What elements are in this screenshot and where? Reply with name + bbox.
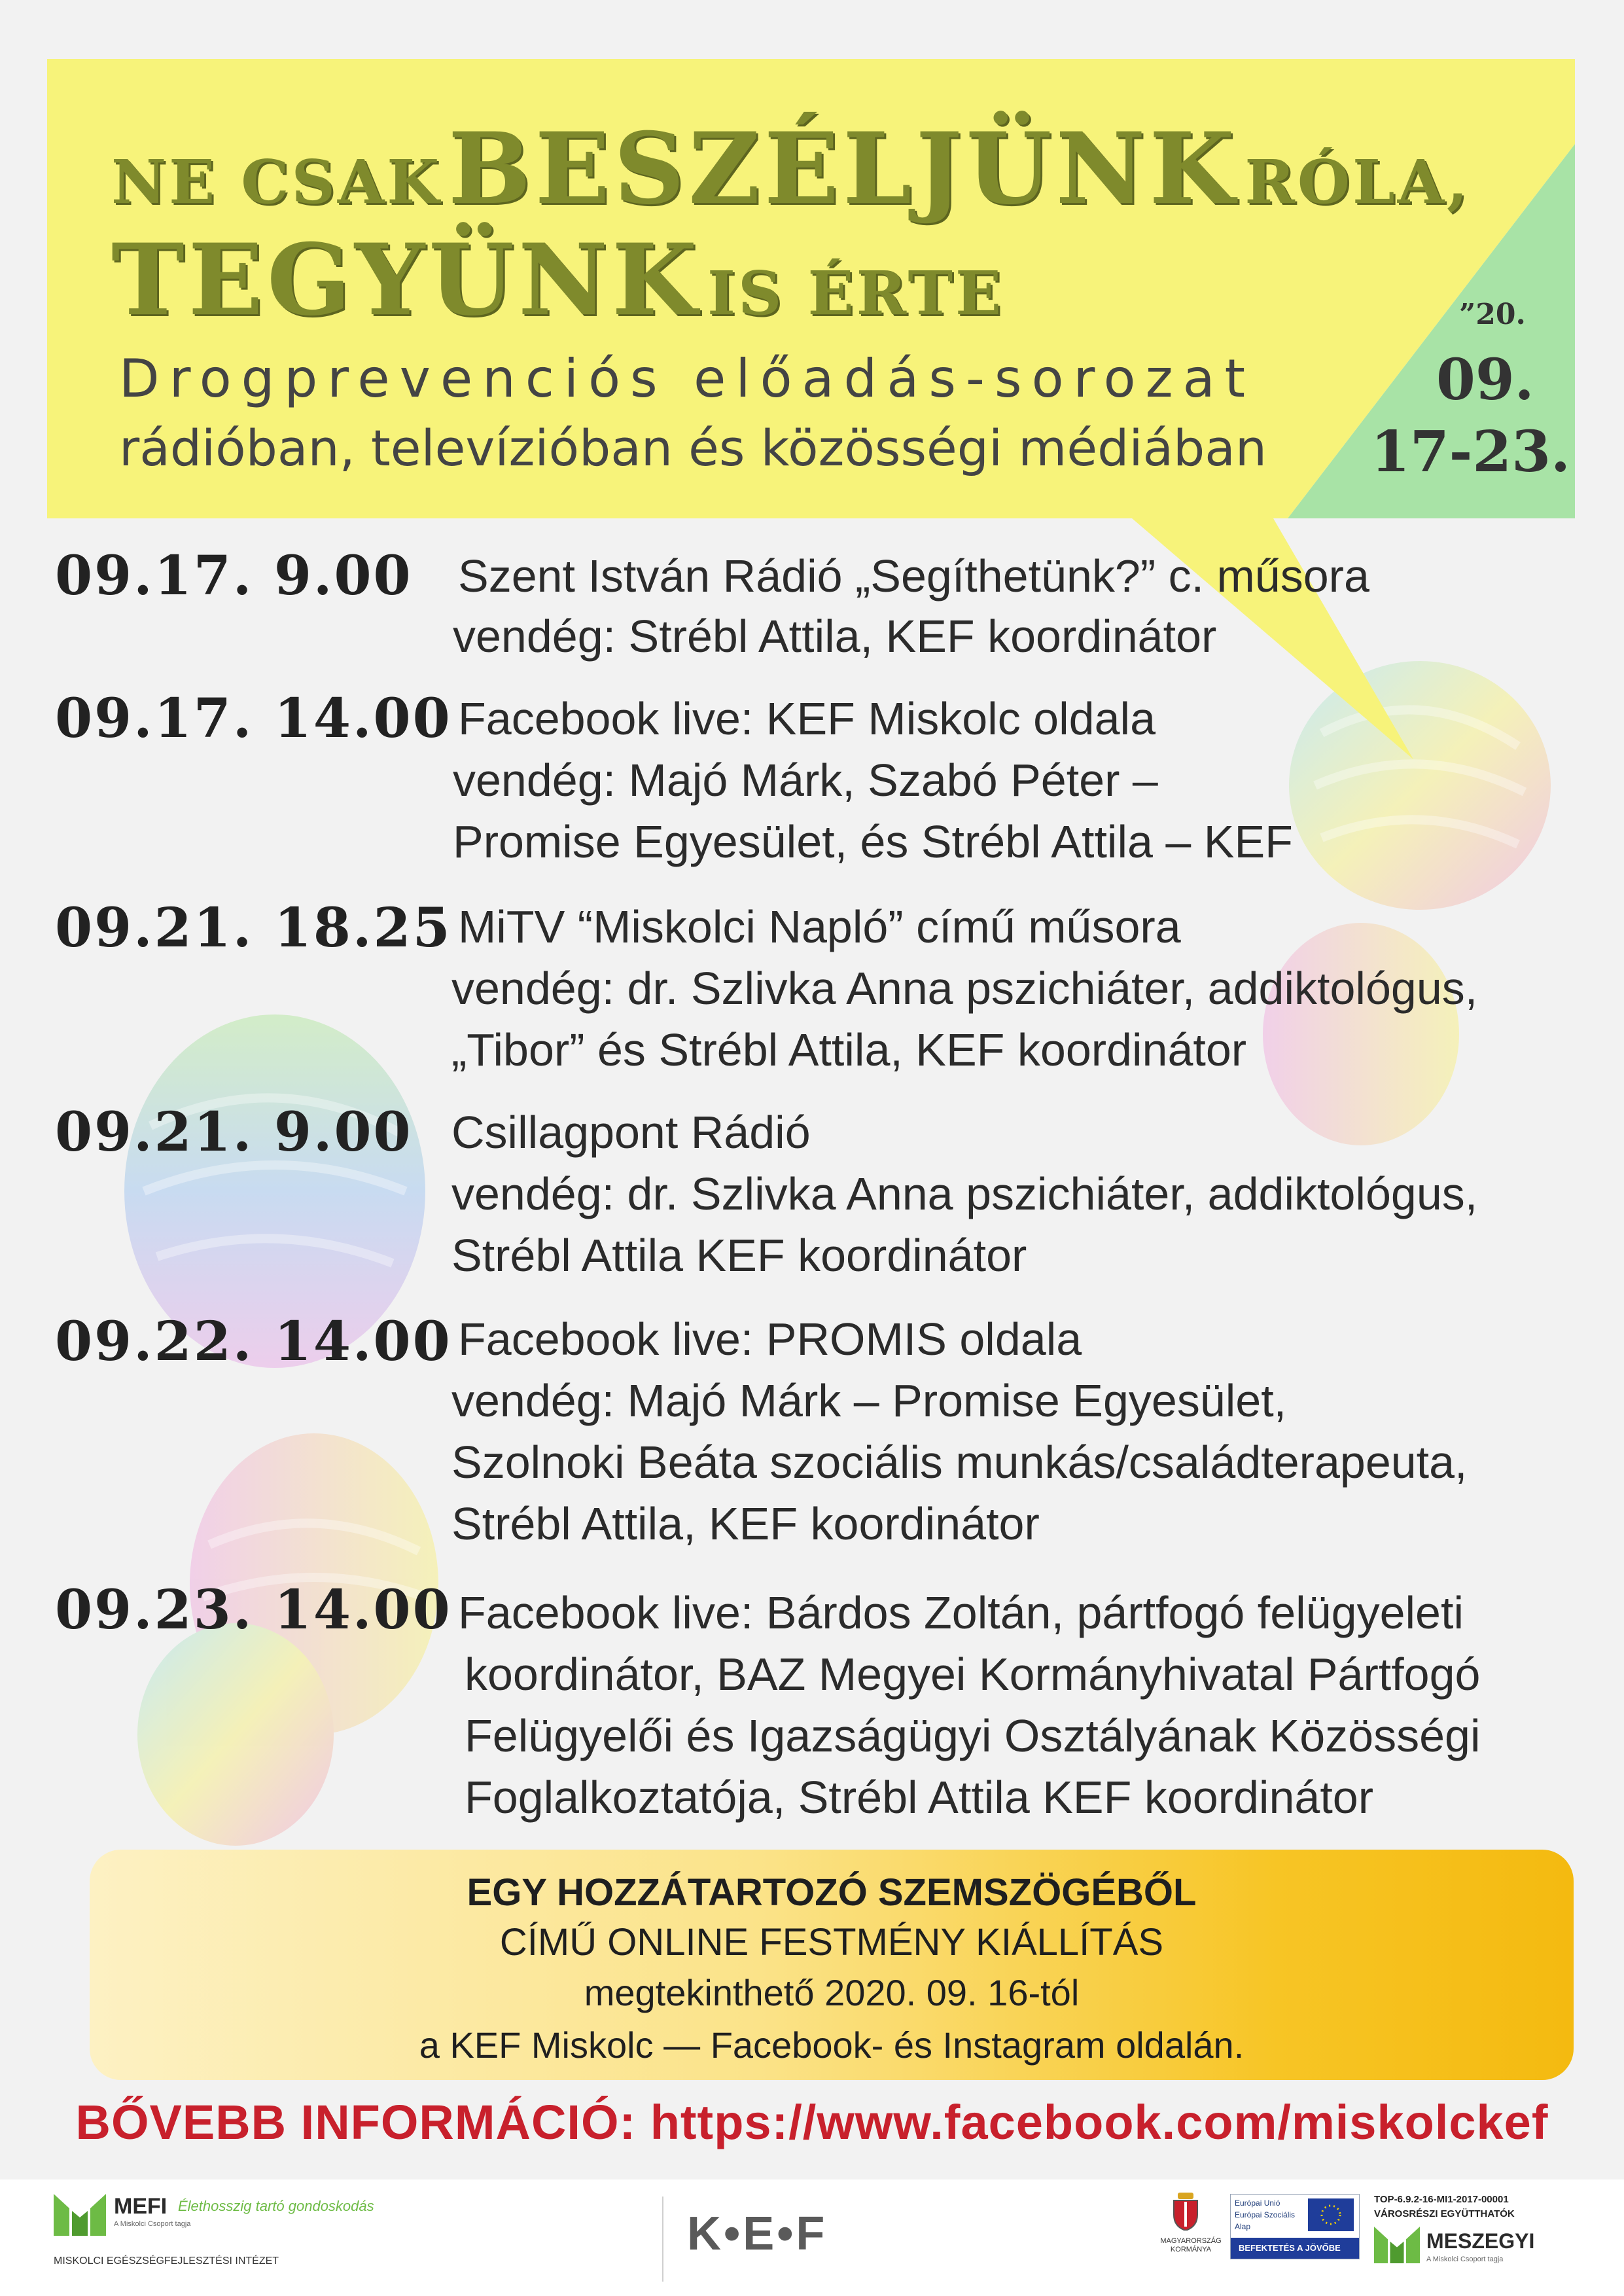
top-name: VÁROSRÉSZI EGYÜTTHATÓK [1374, 2208, 1515, 2219]
schedule-line: Promise Egyesület, és Strébl Attila – KEF [453, 816, 1293, 867]
footer [0, 2179, 1624, 2296]
schedule-line: vendég: Strébl Attila, KEF koordinátor [453, 611, 1217, 662]
schedule-line: koordinátor, BAZ Megyei Kormányhivatal Pártfogó [465, 1649, 1481, 1700]
eu-text-3: Alap [1235, 2222, 1251, 2231]
corner-days: 17-23. [1371, 419, 1570, 485]
schedule-line: Facebook live: PROMIS oldala [458, 1314, 1082, 1365]
mefi-slogan: Élethosszig tartó gondoskodás [178, 2198, 374, 2214]
title-big-a: BESZÉLJÜNK [448, 111, 1239, 226]
mefi-name: MEFI [114, 2194, 168, 2219]
schedule-date: 09.17. 9.00 [55, 545, 413, 607]
subtitle-media: rádióban, televízióban és közösségi médiában [119, 419, 1267, 477]
schedule-line: vendég: dr. Szlivka Anna pszichiáter, addiktológus, [451, 963, 1478, 1014]
footprint-right-heel [1263, 923, 1459, 1145]
exhibition-box [90, 1850, 1574, 2080]
schedule-date: 09.17. 14.00 [55, 687, 452, 750]
schedule-line: Strébl Attila KEF koordinátor [451, 1230, 1027, 1281]
mefi-fullname: MISKOLCI EGÉSZSÉGFEJLESZTÉSI INTÉZET [54, 2255, 279, 2267]
subtitle-series: Drogprevenciós előadás-sorozat [119, 348, 1255, 409]
schedule-line: vendég: dr. Szlivka Anna pszichiáter, addiktológus, [451, 1168, 1478, 1219]
eu-flag-icon [1308, 2198, 1354, 2231]
title-small-c: IS ÉRTE [707, 258, 1004, 329]
title-line-1 [111, 111, 1470, 226]
meszegyi-name: MESZEGYI [1426, 2229, 1535, 2253]
schedule-line: vendég: Majó Márk – Promise Egyesület, [451, 1375, 1287, 1426]
title-small-b: RÓLA, [1244, 147, 1471, 217]
schedule-line: Strébl Attila, KEF koordinátor [451, 1498, 1040, 1549]
schedule-line: Foglalkoztatója, Strébl Attila KEF koordinátor [465, 1772, 1374, 1823]
schedule-line: vendég: Majó Márk, Szabó Péter – [453, 755, 1158, 806]
eu-badge [1230, 2194, 1360, 2259]
exhibition-subtitle: CÍMŰ ONLINE FESTMÉNY KIÁLLÍTÁS [499, 1921, 1164, 1964]
exhibition-date: megtekinthető 2020. 09. 16-tól [584, 1972, 1080, 2013]
schedule-date: 09.22. 14.00 [55, 1310, 452, 1373]
title-big-b: TEGYÜNK [111, 223, 701, 338]
footprint-mid [137, 1623, 334, 1846]
schedule-date: 09.21. 18.25 [55, 897, 452, 960]
schedule-line: „Tibor” és Strébl Attila, KEF koordinátor [451, 1024, 1247, 1075]
title-small-a: NE CSAK [111, 147, 442, 217]
title-line-2 [111, 223, 1004, 338]
corner-year: ”20. [1459, 298, 1526, 331]
schedule-line: Facebook live: KEF Miskolc oldala [458, 693, 1156, 744]
schedule-line: Szolnoki Beáta szociális munkás/családterapeuta, [451, 1437, 1468, 1488]
eu-invest-label: BEFEKTETÉS A JÖVŐBE [1239, 2243, 1341, 2253]
eu-text-2: Európai Szociális [1235, 2210, 1296, 2219]
footer-divider [662, 2197, 663, 2282]
schedule-line: Csillagpont Rádió [451, 1107, 811, 1158]
schedule-line: Szent István Rádió „Segíthetünk?” c. műsora [458, 550, 1369, 601]
top-code: TOP-6.9.2-16-MI1-2017-00001 [1374, 2194, 1509, 2205]
schedule-line: Felügyelői és Igazságügyi Osztályának Közösségi [465, 1710, 1481, 1761]
mefi-logo-icon [54, 2194, 106, 2236]
meszegyi-logo-icon [1374, 2227, 1420, 2263]
schedule-date: 09.21. 9.00 [55, 1101, 413, 1164]
mefi-sub: A Miskolci Csoport tagja [114, 2220, 191, 2228]
meszegyi-sub: A Miskolci Csoport tagja [1426, 2255, 1504, 2263]
schedule-date: 09.23. 14.00 [55, 1579, 452, 1641]
eu-text-1: Európai Unió [1235, 2198, 1280, 2208]
exhibition-title: EGY HOZZÁTARTOZÓ SZEMSZÖGÉBŐL [467, 1871, 1197, 1914]
kef-logo: K•E•F [687, 2208, 828, 2260]
schedule-line: Facebook live: Bárdos Zoltán, pártfogó felügyeleti [458, 1587, 1464, 1638]
gov-label: MAGYARORSZÁG KORMÁNYA [1160, 2237, 1222, 2253]
more-info-link[interactable]: BŐVEBB INFORMÁCIÓ: https://www.facebook.com/miskolckef [75, 2095, 1549, 2149]
eu-invest-bar [1231, 2238, 1359, 2259]
exhibition-location: a KEF Miskolc — Facebook- és Instagram oldalán. [419, 2024, 1244, 2066]
schedule-line: MiTV “Miskolci Napló” című műsora [458, 901, 1181, 952]
crest-icon [1171, 2193, 1200, 2231]
corner-month: 09. [1436, 347, 1534, 413]
